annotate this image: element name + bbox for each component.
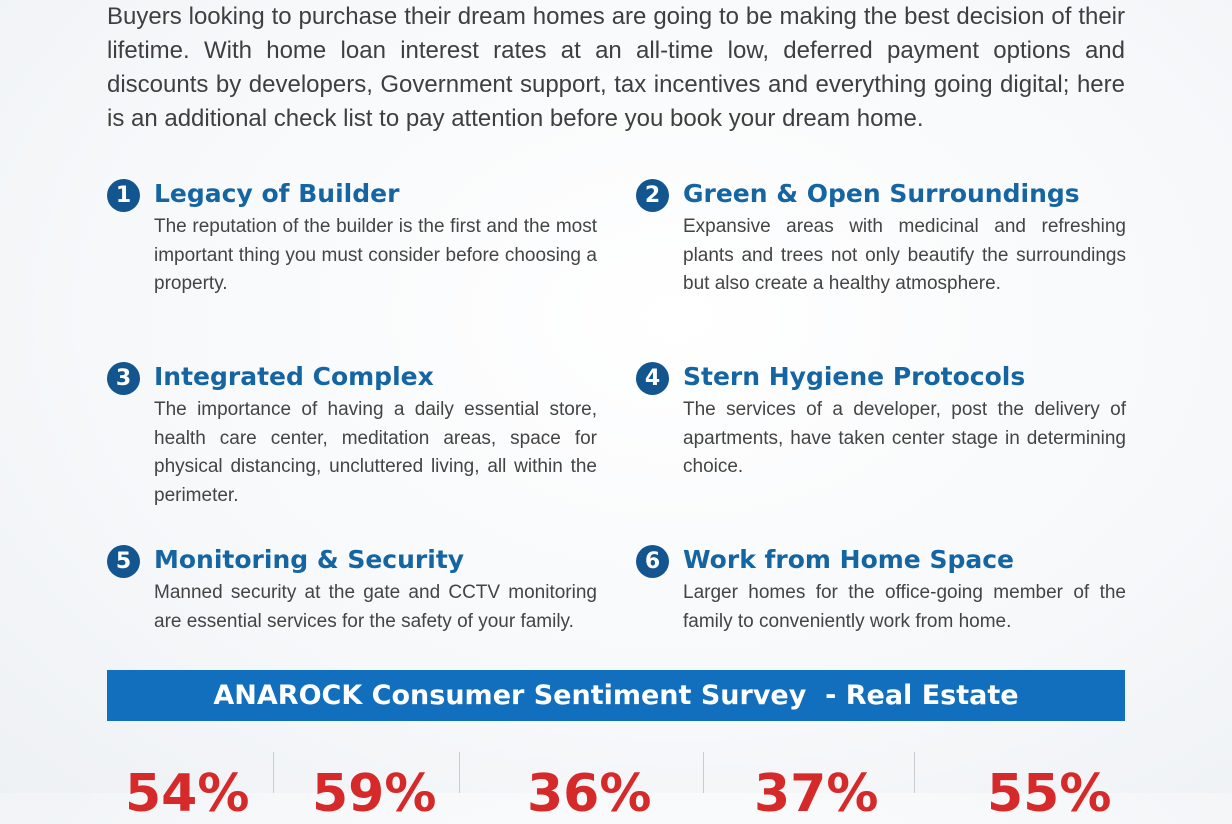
checklist-item-description: The importance of having a daily essential store, health care center, meditation areas, space for physical distancing, uncluttered living, all within the perimeter.	[154, 399, 597, 506]
stat-value: 54%	[125, 764, 250, 824]
checklist-item-description: Larger homes for the office-going member of the family to conveniently work from home.	[683, 582, 1126, 632]
checklist-item-description: Expansive areas with medicinal and refreshing plants and trees not only beautify the surroundings but also create a healthy atmosphere.	[683, 216, 1126, 294]
checklist-item-description: The services of a developer, post the delivery of apartments, have taken center stage in determining choice.	[683, 399, 1126, 477]
checklist-item-title: Monitoring & Security	[154, 545, 465, 574]
checklist-item-title: Green & Open Surroundings	[683, 179, 1080, 208]
number-badge: 4	[636, 362, 669, 395]
checklist-item-description: The reputation of the builder is the first and the most important thing you must consider before choosing a property.	[154, 216, 597, 294]
intro-paragraph: Buyers looking to purchase their dream homes are going to be making the best decision of their lifetime. With home loan interest rates at an all-time low, deferred payment options and discounts by developers, Government support, tax incentives and everything going digital; here is an additional check list to pay attention before you book your dream home.	[107, 3, 1125, 132]
survey-stats-row	[107, 752, 1125, 824]
stat-divider	[459, 752, 460, 793]
checklist-item-title: Stern Hygiene Protocols	[683, 362, 1026, 391]
checklist-item-title: Work from Home Space	[683, 545, 1015, 574]
checklist-item-description: Manned security at the gate and CCTV monitoring are essential services for the safety of your family.	[154, 582, 597, 632]
checklist-item-title: Integrated Complex	[154, 362, 434, 391]
stat-divider	[273, 752, 274, 793]
checklist-item-title: Legacy of Builder	[154, 179, 400, 208]
survey-banner: ANAROCK Consumer Sentiment Survey - Real Estate	[107, 670, 1125, 721]
stat-value: 37%	[754, 764, 879, 824]
stat-divider	[703, 752, 704, 793]
number-badge: 5	[107, 545, 140, 578]
stat-divider	[914, 752, 915, 793]
stat-value: 55%	[987, 764, 1112, 824]
number-badge: 6	[636, 545, 669, 578]
number-badge: 3	[107, 362, 140, 395]
number-badge: 1	[107, 179, 140, 212]
stat-value: 36%	[527, 764, 652, 824]
number-badge: 2	[636, 179, 669, 212]
stat-value: 59%	[312, 764, 437, 824]
